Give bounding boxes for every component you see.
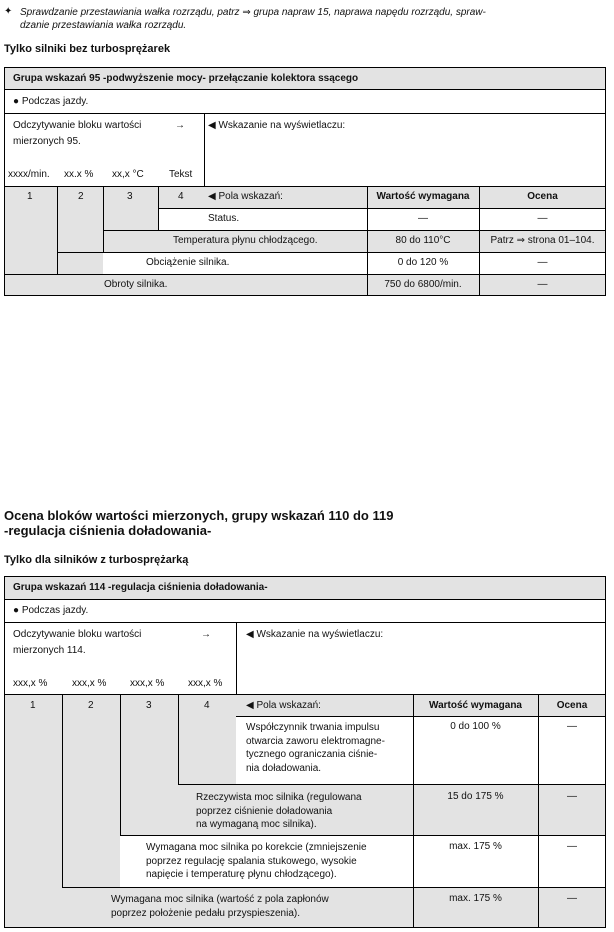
field-number-3: 3: [127, 191, 133, 202]
condition-row: [4, 90, 606, 113]
col-required-header: Wartość wymagana: [429, 700, 522, 711]
intro-line-2: dzanie przestawiania wałka rozrządu.: [20, 20, 187, 31]
rule: [57, 252, 606, 253]
condition-text: ● Podczas jazdy.: [13, 96, 89, 107]
row-required: 15 do 175 %: [447, 791, 504, 802]
display-label: ◀ Wskazanie na wyświetlaczu:: [208, 120, 346, 131]
unit-3: xx,x °C: [112, 169, 144, 180]
reading-text-1: Odczytywanie bloku wartości: [13, 120, 142, 131]
row-name: Temperatura płynu chłodzącego.: [173, 235, 318, 246]
row-name: Obciążenie silnika.: [146, 257, 230, 268]
rule: [103, 186, 104, 252]
reading-text-1: Odczytywanie bloku wartości: [13, 629, 142, 640]
section1-heading: Tylko silniki bez turbosprężarek: [4, 43, 171, 55]
field-number-2: 2: [78, 191, 84, 202]
condition-row: [4, 600, 606, 622]
unit-2: xx.x %: [64, 169, 94, 180]
row-eval: —: [537, 213, 548, 224]
rule: [4, 186, 606, 187]
row-name: Obroty silnika.: [104, 279, 168, 290]
row-name: Status.: [208, 213, 240, 224]
intro-line-1: Sprawdzanie przestawiania wałka rozrządu, patrz ⇒ grupa napraw 15, naprawa napędu rozrządu, spraw-: [20, 7, 486, 18]
row-required: 750 do 6800/min.: [384, 279, 462, 290]
unit-2: xxx,x %: [72, 678, 107, 689]
field-number-4: 4: [178, 191, 184, 202]
col-required-header: Wartość wymagana: [376, 191, 470, 202]
unit-4: xxx,x %: [188, 678, 223, 689]
row-eval: —: [567, 893, 577, 904]
reading-text-2: mierzonych 95.: [13, 136, 81, 147]
section2-heading: Tylko dla silników z turbosprężarką: [4, 554, 189, 566]
row-description: Wymagana moc silnika po korekcie (zmniejszenie poprzez regulację spalania stukowego, wysokie napięcie i temperaturę płynu chłodzącego).: [146, 842, 367, 880]
row-description: Rzeczywista moc silnika (regulowana poprzez ciśnienie doładowania na wymaganą moc silnika).: [196, 792, 362, 830]
col-eval-header: Ocena: [556, 700, 588, 711]
rule: [57, 186, 58, 274]
rule: [4, 927, 606, 928]
row-eval-link[interactable]: Patrz ⇒ strona 01–104.: [490, 235, 595, 246]
rule: [120, 835, 606, 836]
row-eval: —: [537, 279, 548, 290]
group-title: Grupa wskazań 114 -regulacja ciśnienia doładowania-: [13, 582, 268, 593]
group-title: Grupa wskazań 95 -podwyższenie mocy- przełączanie kolektora ssącego: [13, 73, 359, 84]
row-description: Wymagana moc silnika (wartość z pola zapłonów poprzez położenie pedału przyspieszenia).: [111, 894, 329, 919]
unit-3: xxx,x %: [130, 678, 165, 689]
rule: [4, 274, 606, 275]
rule: [103, 230, 606, 231]
arrow-right-icon: →: [201, 629, 211, 640]
condition-text: ● Podczas jazdy.: [13, 605, 89, 616]
field-col-2: [62, 694, 120, 887]
arrow-right-icon: →: [175, 120, 185, 131]
display-label: ◀ Wskazanie na wyświetlaczu:: [246, 629, 384, 640]
reading-text-2: mierzonych 114.: [13, 645, 86, 656]
row-eval: —: [567, 841, 577, 852]
rule: [4, 186, 5, 296]
unit-1: xxx,x %: [13, 678, 48, 689]
rule: [4, 694, 5, 928]
fields-label: ◀ Pola wskazań:: [208, 191, 283, 202]
fields-label: ◀ Pola wskazań:: [246, 700, 321, 711]
row-required: —: [418, 213, 428, 224]
row-required: 80 do 110°C: [395, 235, 451, 246]
rule: [62, 887, 606, 888]
field-col-3: [120, 694, 178, 835]
row-required: max. 175 %: [449, 893, 502, 904]
section2-title-1: Ocena bloków wartości mierzonych, grupy wskazań 110 do 119: [4, 508, 394, 523]
rule: [158, 208, 606, 209]
unit-4: Tekst: [169, 169, 193, 180]
col-eval-header: Ocena: [527, 191, 558, 202]
field-number-1: 1: [30, 700, 36, 711]
row-description: Współczynnik trwania impulsu otwarcia zaworu elektromagne- tycznego ograniczania ciśnie- nia doładowania.: [246, 722, 385, 774]
section2-title-2: -regulacja ciśnienia doładowania-: [4, 523, 212, 538]
row-required: 0 do 100 %: [450, 721, 501, 732]
row-required: max. 175 %: [449, 841, 502, 852]
rule: [4, 295, 606, 296]
field-number-4: 4: [204, 700, 210, 711]
unit-1: xxxx/min.: [8, 169, 50, 180]
rule: [178, 784, 606, 785]
field-number-1: 1: [27, 191, 33, 202]
rule: [236, 716, 606, 717]
field-number-2: 2: [88, 700, 94, 711]
row-eval: —: [567, 791, 577, 802]
row-required: 0 do 120 %: [397, 257, 449, 268]
field-number-3: 3: [146, 700, 152, 711]
rule: [120, 694, 121, 835]
bullet-icon: ✦: [4, 6, 13, 17]
rule: [62, 694, 63, 887]
row-eval: —: [567, 721, 577, 732]
rule: [4, 694, 606, 695]
rule: [178, 694, 179, 784]
row-eval: —: [537, 257, 548, 268]
